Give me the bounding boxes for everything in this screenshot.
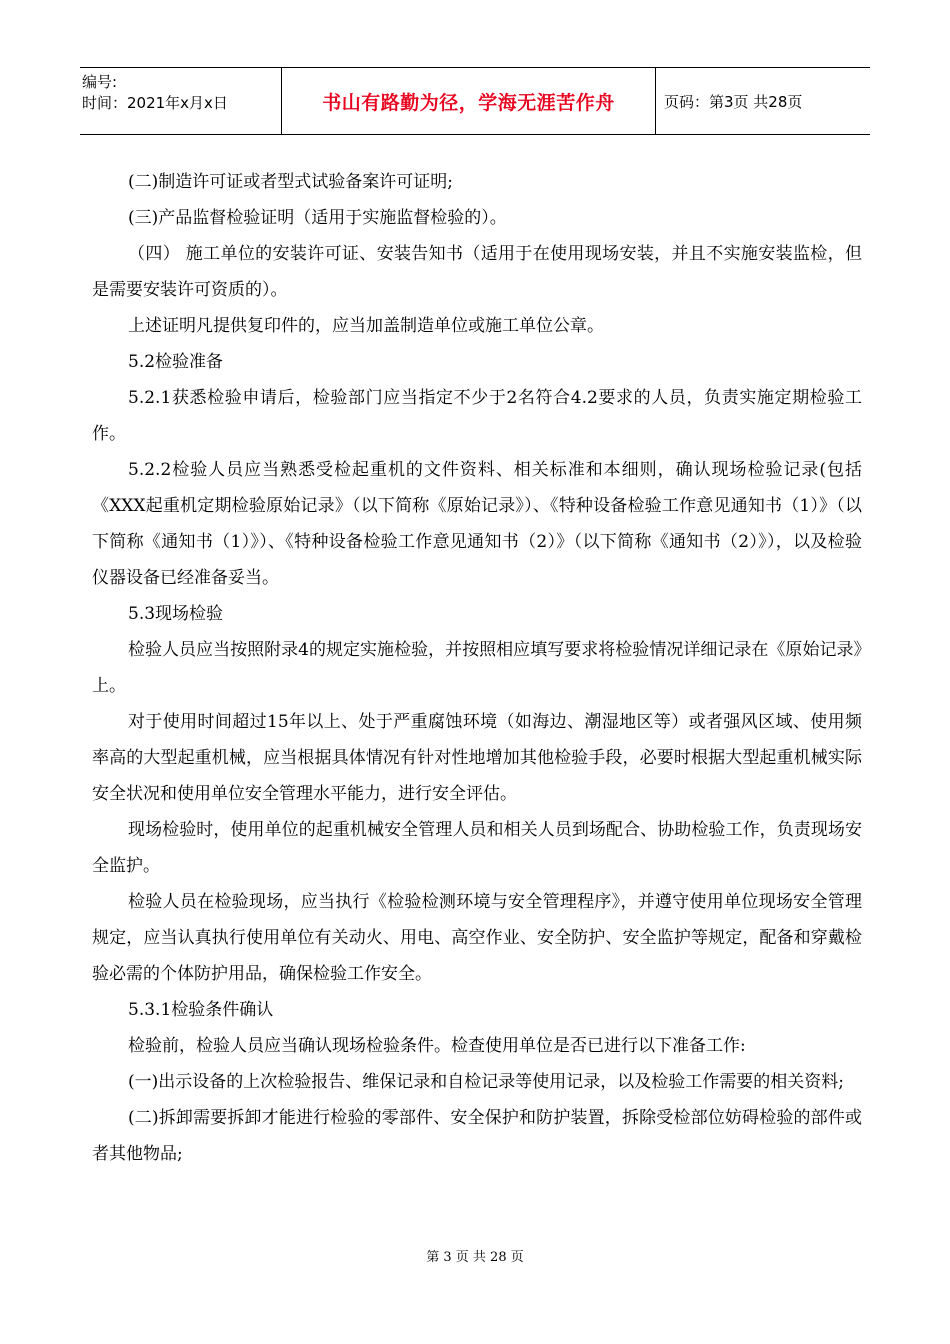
document-header [80,67,870,135]
paragraph: 现场检验时，使用单位的起重机械安全管理人员和相关人员到场配合、协助检验工作，负责现场安全监护。 [92,820,862,876]
paragraph: (二)拆卸需要拆卸才能进行检验的零部件、安全保护和防护装置，拆除受检部位妨碍检验的部件或者其他物品; [92,1108,862,1164]
page-footer: 第 3 页 共 28 页 [426,1250,524,1265]
paragraph: 检验人员应当按照附录4的规定实施检验，并按照相应填写要求将检验情况详细记录在《原始记录》上。 [92,640,862,696]
paragraph: 检验前，检验人员应当确认现场检验条件。检查使用单位是否已进行以下准备工作: [128,1036,746,1056]
paragraph: (一)出示设备的上次检验报告、维保记录和自检记录等使用记录，以及检验工作需要的相关资料; [128,1072,844,1092]
paragraph: 对于使用时间超过15年以上、处于严重腐蚀环境（如海边、潮湿地区等）或者强风区域、使用频率高的大型起重机械，应当根据具体情况有针对性地增加其他检验手段，必要时根据大型起重机械实际安全状况和使用单位安全管理水平能力，进行安全评估。 [92,712,862,804]
serial-label: 编号: [82,73,118,91]
paragraph: 5.2.2检验人员应当熟悉受检起重机的文件资料、相关标准和本细则，确认现场检验记录(包括《XXX起重机定期检验原始记录》（以下简称《原始记录》）、《特种设备检验工作意见通知书（1）》（以下简称《通知书（1）》）、《特种设备检验工作意见通知书（2）》（以下简称《通知书（2）》），以及检验仪器设备已经准备妥当。 [92,460,862,588]
header-meta-cell [80,68,282,134]
section-heading: 5.3现场检验 [128,604,224,624]
header-page-info: 页码：第3页 共28页 [664,92,803,111]
paragraph: 5.2.1获悉检验申请后，检验部门应当指定不少于2名符合4.2要求的人员，负责实施定期检验工作。 [92,388,862,444]
paragraph: (三)产品监督检验证明（适用于实施监督检验的）。 [128,208,507,228]
paragraph: 检验人员在检验现场，应当执行《检验检测环境与安全管理程序》，并遵守使用单位现场安全管理规定，应当认真执行使用单位有关动火、用电、高空作业、安全防护、安全监护等规定，配备和穿戴检验必需的个体防护用品，确保检验工作安全。 [92,892,862,984]
section-heading: 5.3.1检验条件确认 [128,1000,274,1020]
paragraph: 上述证明凡提供复印件的，应当加盖制造单位或施工单位公章。 [128,316,604,336]
paragraph: （四） 施工单位的安装许可证、安装告知书（适用于在使用现场安装，并且不实施安装监检，但是需要安装许可资质的）。 [92,244,862,300]
paragraph: (二)制造许可证或者型式试验备案许可证明; [128,172,453,192]
header-motto: 书山有路勤为径，学海无涯苦作舟 [282,68,656,134]
date-label: 时间：2021年x月x日 [82,94,228,112]
section-heading: 5.2检验准备 [128,352,224,372]
document-body [92,164,862,1172]
